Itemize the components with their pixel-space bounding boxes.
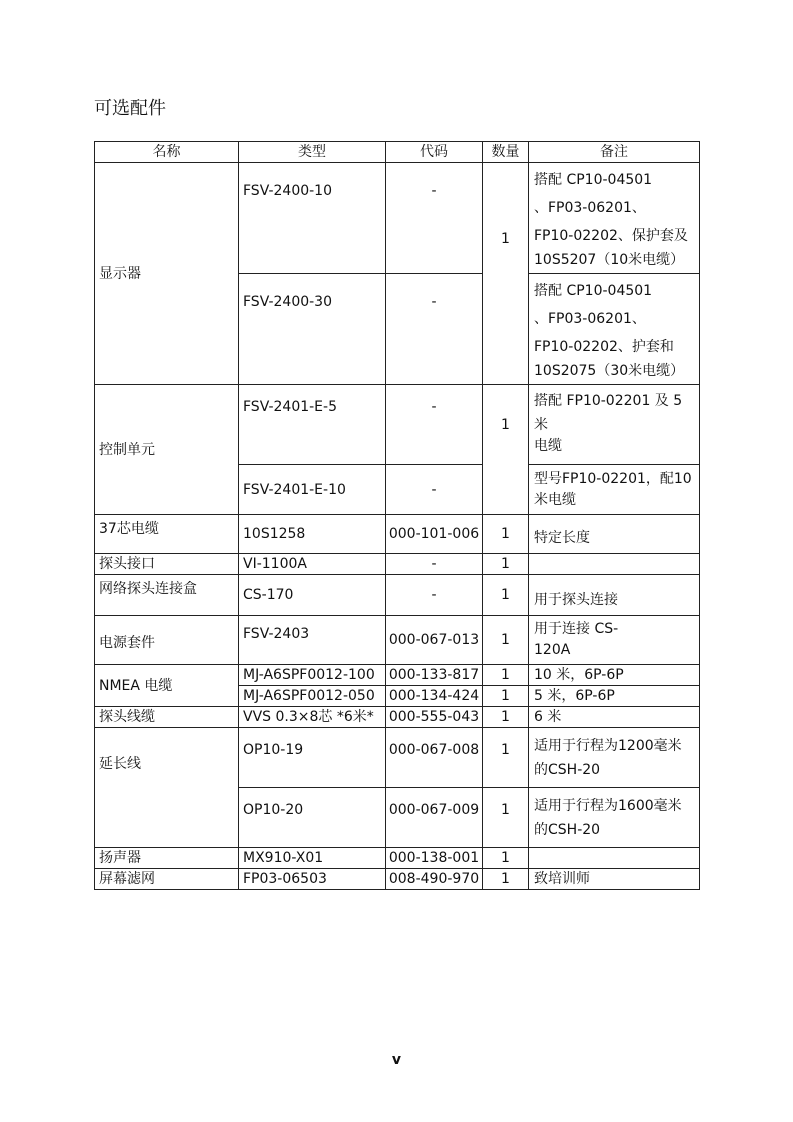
- cell-note: [529, 616, 700, 665]
- cell-name: 扬声器: [95, 848, 239, 869]
- cell-qty: 1: [483, 163, 529, 385]
- cell-note: [529, 465, 700, 515]
- cell-type: FSV-2400-10: [239, 163, 386, 274]
- cell-note: [529, 728, 700, 788]
- cell-name: NMEA 电缆: [95, 665, 239, 707]
- note-line: 的CSH-20: [534, 762, 601, 778]
- note-line: 、FP03-06201、: [534, 199, 646, 216]
- cell-qty: 1: [483, 515, 529, 554]
- cell-qty: 1: [483, 616, 529, 665]
- table-row: [95, 728, 700, 788]
- cell-note: [529, 274, 700, 385]
- cell-qty: 1: [483, 707, 529, 728]
- table-row: [95, 515, 700, 554]
- cell-code: -: [386, 465, 483, 515]
- table-row: [95, 163, 700, 274]
- note-line: 型号FP10-02201，配10: [534, 470, 692, 487]
- cell-type: MJ-A6SPF0012-050: [239, 686, 386, 707]
- cell-type: FSV-2401-E-5: [239, 385, 386, 465]
- note-line: FP10-02202、保护套及: [534, 227, 688, 244]
- cell-name: 显示器: [95, 163, 239, 385]
- col-header-note: 备注: [529, 142, 700, 163]
- cell-type: FP03-06503: [239, 869, 386, 890]
- note-line: 搭配 CP10-04501: [534, 171, 653, 188]
- cell-code: -: [386, 554, 483, 575]
- cell-qty: 1: [483, 686, 529, 707]
- cell-code: 000-555-043: [386, 707, 483, 728]
- cell-name: 控制单元: [95, 385, 239, 515]
- note-line: 适用于行程为1600毫米: [534, 798, 682, 814]
- table-row: [95, 665, 700, 686]
- table-row: [95, 616, 700, 665]
- note-line: 10S5207（10米电缆）: [534, 251, 685, 268]
- note-line: 120A: [534, 642, 571, 658]
- cell-code: 000-133-817: [386, 665, 483, 686]
- cell-note: 10 米，6P-6P: [529, 665, 700, 686]
- section-title: 可选配件: [94, 98, 166, 119]
- page-number: v: [391, 1052, 402, 1068]
- cell-code: -: [386, 163, 483, 274]
- table-row: [95, 385, 700, 465]
- cell-note: 5 米，6P-6P: [529, 686, 700, 707]
- cell-name: 电源套件: [95, 616, 239, 665]
- note-line: 、FP03-06201、: [534, 310, 646, 327]
- cell-name: 探头接口: [95, 554, 239, 575]
- cell-code: 000-067-008: [386, 728, 483, 788]
- cell-qty: 1: [483, 869, 529, 890]
- col-header-code: 代码: [386, 142, 483, 163]
- table-row: [95, 554, 700, 575]
- cell-note: 致培训师: [529, 869, 700, 890]
- cell-note: [529, 385, 700, 465]
- cell-note: [529, 788, 700, 848]
- cell-type: 10S1258: [239, 515, 386, 554]
- table-row: [95, 575, 700, 616]
- cell-qty: 1: [483, 728, 529, 788]
- cell-qty: 1: [483, 848, 529, 869]
- cell-code: -: [386, 274, 483, 385]
- note-line: 电缆: [534, 438, 562, 454]
- cell-name: 网络探头连接盒: [95, 575, 239, 616]
- cell-note: 用于探头连接: [529, 575, 700, 616]
- note-line: 用于连接 CS-: [534, 621, 619, 637]
- cell-code: 000-067-013: [386, 616, 483, 665]
- cell-note: [529, 554, 700, 575]
- cell-type: FSV-2400-30: [239, 274, 386, 385]
- cell-type: OP10-19: [239, 728, 386, 788]
- cell-type: CS-170: [239, 575, 386, 616]
- note-line: 搭配 CP10-04501: [534, 282, 653, 299]
- cell-type: FSV-2403: [239, 616, 386, 665]
- note-line: 10S2075（30米电缆）: [534, 362, 685, 379]
- cell-type: MJ-A6SPF0012-100: [239, 665, 386, 686]
- table-row: [95, 869, 700, 890]
- col-header-name: 名称: [95, 142, 239, 163]
- cell-code: 000-067-009: [386, 788, 483, 848]
- note-line: FP10-02202、护套和: [534, 338, 674, 355]
- cell-qty: 1: [483, 554, 529, 575]
- cell-code: 000-101-006: [386, 515, 483, 554]
- cell-code: 008-490-970: [386, 869, 483, 890]
- table-header-row: [95, 142, 700, 163]
- cell-code: -: [386, 575, 483, 616]
- cell-code: -: [386, 385, 483, 465]
- col-header-type: 类型: [239, 142, 386, 163]
- cell-code: 000-138-001: [386, 848, 483, 869]
- note-line: 的CSH-20: [534, 822, 601, 838]
- cell-qty: 1: [483, 385, 529, 515]
- cell-note: [529, 163, 700, 274]
- col-header-qty: 数量: [483, 142, 529, 163]
- note-line: 米电缆: [534, 491, 576, 508]
- cell-name: 屏幕滤网: [95, 869, 239, 890]
- cell-type: VVS 0.3×8芯 *6米*: [239, 707, 386, 728]
- note-line: 米: [534, 417, 548, 433]
- cell-note: [529, 848, 700, 869]
- cell-code: 000-134-424: [386, 686, 483, 707]
- table-row: [95, 707, 700, 728]
- cell-note: 6 米: [529, 707, 700, 728]
- note-line: 适用于行程为1200毫米: [534, 738, 682, 754]
- cell-type: VI-1100A: [239, 554, 386, 575]
- cell-name: 37芯电缆: [95, 515, 239, 554]
- cell-name: 探头线缆: [95, 707, 239, 728]
- cell-type: OP10-20: [239, 788, 386, 848]
- cell-qty: 1: [483, 575, 529, 616]
- note-line: 搭配 FP10-02201 及 5: [534, 393, 683, 409]
- cell-qty: 1: [483, 788, 529, 848]
- table-row: [95, 848, 700, 869]
- cell-type: MX910-X01: [239, 848, 386, 869]
- cell-type: FSV-2401-E-10: [239, 465, 386, 515]
- cell-note: 特定长度: [529, 515, 700, 554]
- optional-parts-table: [94, 141, 700, 890]
- cell-qty: 1: [483, 665, 529, 686]
- cell-name: 延长线: [95, 728, 239, 848]
